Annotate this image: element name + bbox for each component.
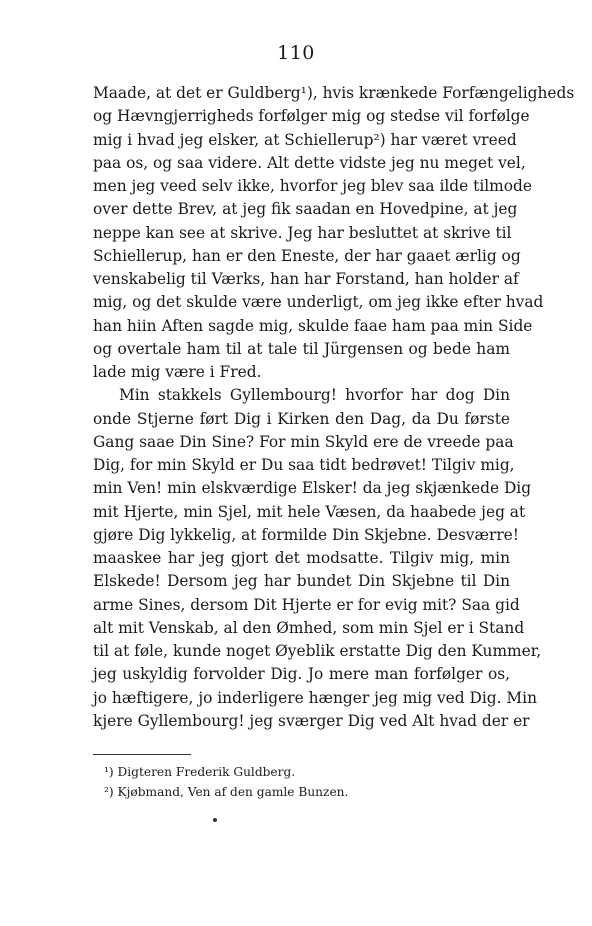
text-line: arme Sines, dersom Dit Hjerte er for evig mit? Saa gid	[93, 595, 520, 614]
text-line: til at føle, kunde noget Øyeblik erstatte Dig den Kummer,	[93, 642, 542, 660]
text-line: Elskede! Dersom jeg har bundet Din Skjebne til Din	[93, 572, 510, 591]
footnote: ¹) Digteren Frederik Guldberg.	[104, 765, 296, 779]
text-line: jo hæftigere, jo inderligere hænger jeg mig ved Dig. Min	[93, 688, 537, 707]
text-line: alt mit Venskab, al den Ømhed, som min Sjel er i Stand	[93, 618, 525, 637]
text-line: kjere Gyllembourg! jeg sværger Dig ved Alt hvad der er	[93, 711, 530, 730]
text-line: min Ven! min elskværdige Elsker! da jeg skjænkede Dig	[93, 479, 532, 498]
text-line: Gang saae Din Sine? For min Skyld ere de vreede paa	[93, 432, 514, 451]
text-line: men jeg veed selv ikke, hvorfor jeg blev saa ilde tilmode	[93, 177, 532, 195]
text-line: Dig, for min Skyld er Du saa tidt bedrøvet! Tilgiv mig,	[93, 456, 515, 474]
body-text	[93, 82, 575, 733]
text-line: Maade, at det er Guldberg¹), hvis krænkede Forfængeligheds	[93, 84, 575, 102]
page-number: 110	[277, 42, 315, 64]
text-line: Min stakkels Gyllembourg! hvorfor har dog Din	[119, 386, 510, 405]
text-line: maaskee har jeg gjort det modsatte. Tilgiv mig, min	[93, 549, 510, 567]
text-line: gjøre Dig lykkelig, at formilde Din Skjebne. Desværre!	[93, 525, 519, 544]
text-line: onde Stjerne ført Dig i Kirken den Dag, da Du første	[93, 409, 510, 428]
text-line: mig, og det skulde være underligt, om jeg ikke efter hvad	[93, 293, 544, 312]
text-line: mit Hjerte, min Sjel, mit hele Væsen, da haabede jeg at	[93, 502, 526, 521]
text-line: mig i hvad jeg elsker, at Schiellerup²) har været vreed	[93, 130, 517, 149]
text-line: neppe kan see at skrive. Jeg har besluttet at skrive til	[93, 223, 512, 242]
text-line: og overtale ham til at tale til Jürgensen og bede ham	[93, 339, 510, 358]
text-line: paa os, og saa videre. Alt dette vidste jeg nu meget vel,	[93, 153, 526, 172]
text-line: over dette Brev, at jeg fik saadan en Hovedpine, at jeg	[93, 200, 518, 219]
text-line: lade mig være i Fred.	[93, 363, 262, 381]
text-line: Schiellerup, han er den Eneste, der har gaaet ærlig og	[93, 246, 521, 265]
text-line: han hiin Aften sagde mig, skulde faae ham paa min Side	[93, 316, 533, 335]
text-line: jeg uskyldig forvolder Dig. Jo mere man forfølger os,	[93, 665, 510, 684]
text-line: venskabelig til Værks, han har Forstand, han holder af	[93, 270, 519, 288]
footnote-divider	[93, 754, 191, 755]
ink-speck	[213, 818, 217, 822]
footnote: ²) Kjøbmand, Ven af den gamle Bunzen.	[104, 785, 349, 799]
footnotes	[104, 762, 348, 802]
text-line: og Hævngjerrigheds forfølger mig og stedse vil forfølge	[93, 107, 530, 126]
